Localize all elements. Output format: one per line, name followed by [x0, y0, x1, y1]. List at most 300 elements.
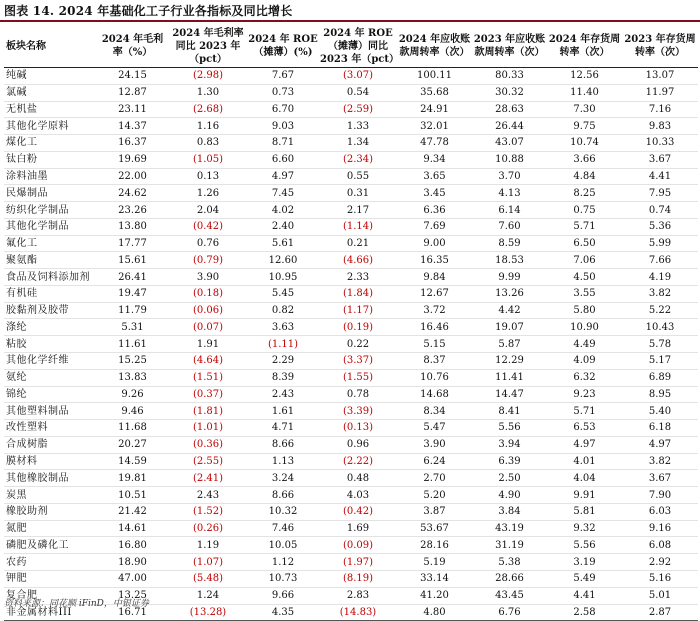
cell-roe-yoy: (8.19) — [319, 570, 397, 587]
cell-receivable-turnover-2023: 4.42 — [472, 302, 547, 319]
cell-roe-2024: 4.97 — [247, 168, 319, 185]
table-row — [4, 235, 698, 252]
cell-inventory-turnover-2024: 3.55 — [547, 285, 622, 302]
cell-roe-2024: 0.82 — [247, 302, 319, 319]
cell-sector-name: 纺织化学制品 — [4, 202, 96, 219]
cell-roe-2024: 3.24 — [247, 470, 319, 487]
table-row — [4, 252, 698, 269]
cell-roe-yoy: (2.22) — [319, 453, 397, 470]
cell-gross-margin-yoy: (0.36) — [169, 436, 247, 453]
cell-receivable-turnover-2023: 5.38 — [472, 554, 547, 571]
cell-gross-margin-2024: 12.87 — [96, 84, 169, 101]
table-header — [4, 25, 698, 68]
cell-roe-yoy: 1.69 — [319, 520, 397, 537]
cell-roe-yoy: 0.55 — [319, 168, 397, 185]
cell-roe-2024: 1.13 — [247, 453, 319, 470]
cell-gross-margin-2024: 10.51 — [96, 487, 169, 504]
cell-inventory-turnover-2023: 5.16 — [622, 570, 698, 587]
table-row — [4, 554, 698, 571]
cell-sector-name: 其他化学纤维 — [4, 353, 96, 370]
cell-gross-margin-2024: 21.42 — [96, 503, 169, 520]
cell-inventory-turnover-2024: 0.75 — [547, 202, 622, 219]
header-inventory-turnover-2024: 2024 年存货周转率（次） — [547, 25, 622, 68]
cell-sector-name: 有机硅 — [4, 285, 96, 302]
header-sector: 板块名称 — [4, 25, 96, 68]
cell-gross-margin-2024: 19.81 — [96, 470, 169, 487]
cell-receivable-turnover-2024: 7.69 — [397, 218, 472, 235]
cell-roe-2024: 6.70 — [247, 101, 319, 118]
cell-sector-name: 膜材料 — [4, 453, 96, 470]
cell-inventory-turnover-2023: 2.87 — [622, 604, 698, 621]
cell-inventory-turnover-2023: 5.17 — [622, 353, 698, 370]
cell-roe-2024: 7.45 — [247, 185, 319, 202]
header-receivable-turnover-2024: 2024 年应收账款周转率（次） — [397, 25, 472, 68]
cell-gross-margin-yoy: (2.98) — [169, 68, 247, 85]
table-row — [4, 353, 698, 370]
table-row — [4, 101, 698, 118]
table-row — [4, 285, 698, 302]
cell-sector-name: 其他化学制品 — [4, 218, 96, 235]
cell-receivable-turnover-2024: 33.14 — [397, 570, 472, 587]
cell-receivable-turnover-2023: 6.76 — [472, 604, 547, 621]
cell-receivable-turnover-2023: 3.70 — [472, 168, 547, 185]
cell-roe-2024: 3.63 — [247, 319, 319, 336]
cell-sector-name: 其他化学原料 — [4, 118, 96, 135]
cell-sector-name: 炭黑 — [4, 487, 96, 504]
cell-roe-2024: 10.73 — [247, 570, 319, 587]
cell-inventory-turnover-2023: 6.89 — [622, 369, 698, 386]
cell-gross-margin-2024: 13.80 — [96, 218, 169, 235]
cell-gross-margin-yoy: (0.26) — [169, 520, 247, 537]
cell-gross-margin-yoy: (1.52) — [169, 503, 247, 520]
cell-inventory-turnover-2023: 10.33 — [622, 135, 698, 152]
cell-inventory-turnover-2024: 9.75 — [547, 118, 622, 135]
cell-sector-name: 聚氨酯 — [4, 252, 96, 269]
cell-inventory-turnover-2023: 10.43 — [622, 319, 698, 336]
cell-roe-yoy: 0.54 — [319, 84, 397, 101]
cell-receivable-turnover-2024: 14.68 — [397, 386, 472, 403]
cell-gross-margin-2024: 15.25 — [96, 353, 169, 370]
table-row — [4, 202, 698, 219]
cell-receivable-turnover-2024: 12.67 — [397, 285, 472, 302]
cell-receivable-turnover-2023: 3.84 — [472, 503, 547, 520]
cell-inventory-turnover-2024: 4.50 — [547, 269, 622, 286]
cell-roe-2024: 7.46 — [247, 520, 319, 537]
table-row — [4, 436, 698, 453]
cell-gross-margin-2024: 26.41 — [96, 269, 169, 286]
cell-inventory-turnover-2023: 11.97 — [622, 84, 698, 101]
cell-gross-margin-yoy: 0.76 — [169, 235, 247, 252]
cell-gross-margin-yoy: (2.41) — [169, 470, 247, 487]
cell-gross-margin-yoy: 2.04 — [169, 202, 247, 219]
header-receivable-turnover-2023: 2023 年应收账款周转率（次） — [472, 25, 547, 68]
cell-gross-margin-yoy: (1.81) — [169, 403, 247, 420]
cell-receivable-turnover-2024: 41.20 — [397, 587, 472, 604]
table-row — [4, 470, 698, 487]
cell-gross-margin-yoy: (2.55) — [169, 453, 247, 470]
cell-gross-margin-2024: 19.69 — [96, 151, 169, 168]
title-rule — [0, 20, 700, 22]
cell-gross-margin-yoy: (0.07) — [169, 319, 247, 336]
table-row — [4, 369, 698, 386]
cell-sector-name: 涤纶 — [4, 319, 96, 336]
cell-gross-margin-2024: 14.37 — [96, 118, 169, 135]
cell-gross-margin-2024: 13.25 — [96, 587, 169, 604]
cell-receivable-turnover-2023: 4.90 — [472, 487, 547, 504]
table-row — [4, 269, 698, 286]
cell-receivable-turnover-2023: 19.07 — [472, 319, 547, 336]
cell-gross-margin-2024: 17.77 — [96, 235, 169, 252]
cell-inventory-turnover-2024: 6.50 — [547, 235, 622, 252]
cell-inventory-turnover-2023: 3.67 — [622, 470, 698, 487]
header-gross-margin-yoy: 2024 年毛利率同比 2023 年（pct） — [169, 25, 247, 68]
cell-roe-yoy: (1.55) — [319, 369, 397, 386]
cell-receivable-turnover-2024: 3.87 — [397, 503, 472, 520]
cell-roe-yoy: (14.83) — [319, 604, 397, 621]
cell-roe-yoy: 0.78 — [319, 386, 397, 403]
cell-receivable-turnover-2023: 2.50 — [472, 470, 547, 487]
cell-roe-yoy: 4.03 — [319, 487, 397, 504]
cell-roe-2024: 10.05 — [247, 537, 319, 554]
cell-receivable-turnover-2023: 9.99 — [472, 269, 547, 286]
table-row — [4, 503, 698, 520]
cell-gross-margin-yoy: 1.26 — [169, 185, 247, 202]
indicator-table — [4, 25, 698, 621]
table-row — [4, 135, 698, 152]
cell-receivable-turnover-2023: 28.63 — [472, 101, 547, 118]
cell-inventory-turnover-2024: 4.41 — [547, 587, 622, 604]
cell-receivable-turnover-2024: 3.90 — [397, 436, 472, 453]
cell-sector-name: 无机盐 — [4, 101, 96, 118]
cell-receivable-turnover-2024: 16.35 — [397, 252, 472, 269]
cell-gross-margin-2024: 13.83 — [96, 369, 169, 386]
table-body — [4, 68, 698, 621]
cell-receivable-turnover-2023: 5.56 — [472, 420, 547, 437]
cell-inventory-turnover-2024: 10.74 — [547, 135, 622, 152]
cell-receivable-turnover-2024: 32.01 — [397, 118, 472, 135]
cell-receivable-turnover-2023: 14.47 — [472, 386, 547, 403]
cell-inventory-turnover-2024: 5.81 — [547, 503, 622, 520]
cell-gross-margin-2024: 15.61 — [96, 252, 169, 269]
cell-sector-name: 煤化工 — [4, 135, 96, 152]
cell-roe-yoy: (3.07) — [319, 68, 397, 85]
cell-inventory-turnover-2023: 6.03 — [622, 503, 698, 520]
cell-roe-yoy: (0.42) — [319, 503, 397, 520]
cell-roe-yoy: 1.33 — [319, 118, 397, 135]
table-row — [4, 151, 698, 168]
table-row — [4, 302, 698, 319]
cell-receivable-turnover-2024: 10.76 — [397, 369, 472, 386]
cell-inventory-turnover-2023: 13.07 — [622, 68, 698, 85]
cell-inventory-turnover-2023: 2.92 — [622, 554, 698, 571]
cell-roe-2024: 4.35 — [247, 604, 319, 621]
figure-title: 图表 14. 2024 年基础化工子行业各指标及同比增长 — [4, 4, 293, 18]
cell-gross-margin-2024: 11.68 — [96, 420, 169, 437]
cell-sector-name: 磷肥及磷化工 — [4, 537, 96, 554]
cell-inventory-turnover-2024: 3.19 — [547, 554, 622, 571]
cell-gross-margin-yoy: (4.64) — [169, 353, 247, 370]
cell-roe-2024: 9.03 — [247, 118, 319, 135]
cell-roe-yoy: 2.83 — [319, 587, 397, 604]
cell-gross-margin-yoy: (5.48) — [169, 570, 247, 587]
cell-gross-margin-yoy: (0.42) — [169, 218, 247, 235]
cell-inventory-turnover-2023: 4.97 — [622, 436, 698, 453]
cell-inventory-turnover-2023: 3.82 — [622, 453, 698, 470]
cell-roe-yoy: (3.39) — [319, 403, 397, 420]
cell-sector-name: 钾肥 — [4, 570, 96, 587]
cell-roe-2024: 2.43 — [247, 386, 319, 403]
cell-inventory-turnover-2024: 11.40 — [547, 84, 622, 101]
cell-inventory-turnover-2024: 4.97 — [547, 436, 622, 453]
cell-receivable-turnover-2023: 80.33 — [472, 68, 547, 85]
cell-sector-name: 粘胶 — [4, 336, 96, 353]
cell-receivable-turnover-2023: 3.94 — [472, 436, 547, 453]
cell-receivable-turnover-2024: 6.36 — [397, 202, 472, 219]
table-row — [4, 336, 698, 353]
cell-receivable-turnover-2023: 28.66 — [472, 570, 547, 587]
cell-gross-margin-yoy: 1.30 — [169, 84, 247, 101]
cell-gross-margin-yoy: 3.90 — [169, 269, 247, 286]
table-row — [4, 68, 698, 85]
cell-roe-2024: 10.95 — [247, 269, 319, 286]
cell-receivable-turnover-2024: 5.20 — [397, 487, 472, 504]
cell-inventory-turnover-2024: 4.49 — [547, 336, 622, 353]
cell-inventory-turnover-2023: 7.95 — [622, 185, 698, 202]
cell-inventory-turnover-2024: 4.09 — [547, 353, 622, 370]
table-row — [4, 537, 698, 554]
cell-roe-yoy: 1.34 — [319, 135, 397, 152]
cell-receivable-turnover-2024: 28.16 — [397, 537, 472, 554]
table-row — [4, 168, 698, 185]
cell-roe-2024: 4.02 — [247, 202, 319, 219]
cell-receivable-turnover-2024: 53.67 — [397, 520, 472, 537]
cell-inventory-turnover-2023: 4.19 — [622, 269, 698, 286]
cell-receivable-turnover-2023: 31.19 — [472, 537, 547, 554]
cell-roe-yoy: (0.09) — [319, 537, 397, 554]
cell-sector-name: 其他橡胶制品 — [4, 470, 96, 487]
cell-inventory-turnover-2023: 6.18 — [622, 420, 698, 437]
cell-gross-margin-2024: 14.61 — [96, 520, 169, 537]
cell-gross-margin-yoy: (0.18) — [169, 285, 247, 302]
cell-roe-2024: 5.45 — [247, 285, 319, 302]
cell-roe-yoy: (0.13) — [319, 420, 397, 437]
cell-inventory-turnover-2023: 5.36 — [622, 218, 698, 235]
cell-receivable-turnover-2024: 8.34 — [397, 403, 472, 420]
cell-inventory-turnover-2024: 2.58 — [547, 604, 622, 621]
cell-gross-margin-2024: 20.27 — [96, 436, 169, 453]
cell-receivable-turnover-2023: 43.45 — [472, 587, 547, 604]
cell-inventory-turnover-2024: 4.01 — [547, 453, 622, 470]
cell-receivable-turnover-2023: 43.07 — [472, 135, 547, 152]
cell-gross-margin-2024: 9.26 — [96, 386, 169, 403]
cell-roe-yoy: (2.59) — [319, 101, 397, 118]
cell-sector-name: 合成树脂 — [4, 436, 96, 453]
cell-receivable-turnover-2024: 3.65 — [397, 168, 472, 185]
cell-receivable-turnover-2024: 5.15 — [397, 336, 472, 353]
cell-sector-name: 胶黏剂及胶带 — [4, 302, 96, 319]
cell-inventory-turnover-2023: 4.41 — [622, 168, 698, 185]
cell-roe-2024: 8.66 — [247, 436, 319, 453]
cell-roe-yoy: (1.14) — [319, 218, 397, 235]
cell-inventory-turnover-2024: 9.23 — [547, 386, 622, 403]
table-row — [4, 403, 698, 420]
cell-inventory-turnover-2024: 5.71 — [547, 403, 622, 420]
cell-inventory-turnover-2024: 5.71 — [547, 218, 622, 235]
cell-inventory-turnover-2024: 7.30 — [547, 101, 622, 118]
cell-receivable-turnover-2024: 3.72 — [397, 302, 472, 319]
cell-gross-margin-yoy: 0.13 — [169, 168, 247, 185]
cell-roe-yoy: 0.21 — [319, 235, 397, 252]
cell-gross-margin-2024: 5.31 — [96, 319, 169, 336]
cell-roe-2024: 6.60 — [247, 151, 319, 168]
cell-receivable-turnover-2023: 30.32 — [472, 84, 547, 101]
cell-sector-name: 农药 — [4, 554, 96, 571]
cell-sector-name: 复合肥 — [4, 587, 96, 604]
cell-roe-yoy: (0.19) — [319, 319, 397, 336]
cell-inventory-turnover-2023: 8.95 — [622, 386, 698, 403]
cell-inventory-turnover-2023: 9.83 — [622, 118, 698, 135]
cell-gross-margin-2024: 47.00 — [96, 570, 169, 587]
cell-gross-margin-2024: 16.37 — [96, 135, 169, 152]
cell-receivable-turnover-2023: 10.88 — [472, 151, 547, 168]
table-row — [4, 84, 698, 101]
cell-roe-yoy: (1.17) — [319, 302, 397, 319]
cell-roe-2024: 4.71 — [247, 420, 319, 437]
cell-roe-yoy: 2.17 — [319, 202, 397, 219]
cell-gross-margin-2024: 24.62 — [96, 185, 169, 202]
cell-gross-margin-2024: 11.79 — [96, 302, 169, 319]
cell-receivable-turnover-2024: 2.70 — [397, 470, 472, 487]
cell-receivable-turnover-2024: 9.34 — [397, 151, 472, 168]
table-row — [4, 487, 698, 504]
cell-receivable-turnover-2023: 12.29 — [472, 353, 547, 370]
cell-receivable-turnover-2024: 5.19 — [397, 554, 472, 571]
cell-receivable-turnover-2023: 18.53 — [472, 252, 547, 269]
cell-roe-2024: 9.66 — [247, 587, 319, 604]
cell-roe-2024: 12.60 — [247, 252, 319, 269]
cell-roe-yoy: (2.34) — [319, 151, 397, 168]
source-note: 资料来源：同花顺 iFinD，中银证券 — [4, 599, 149, 609]
header-inventory-turnover-2023: 2023 年存货周转率（次） — [622, 25, 698, 68]
header-row — [4, 25, 698, 68]
cell-roe-yoy: (1.97) — [319, 554, 397, 571]
cell-gross-margin-yoy: (1.07) — [169, 554, 247, 571]
cell-inventory-turnover-2024: 6.53 — [547, 420, 622, 437]
cell-sector-name: 氟化工 — [4, 235, 96, 252]
cell-sector-name: 氯碱 — [4, 84, 96, 101]
cell-gross-margin-2024: 9.46 — [96, 403, 169, 420]
cell-roe-2024: (1.11) — [247, 336, 319, 353]
cell-receivable-turnover-2023: 13.26 — [472, 285, 547, 302]
cell-gross-margin-yoy: 1.16 — [169, 118, 247, 135]
cell-gross-margin-2024: 18.90 — [96, 554, 169, 571]
cell-receivable-turnover-2023: 5.87 — [472, 336, 547, 353]
cell-sector-name: 钛白粉 — [4, 151, 96, 168]
cell-receivable-turnover-2024: 9.84 — [397, 269, 472, 286]
cell-gross-margin-2024: 22.00 — [96, 168, 169, 185]
cell-receivable-turnover-2023: 43.19 — [472, 520, 547, 537]
table-row — [4, 520, 698, 537]
cell-sector-name: 其他塑料制品 — [4, 403, 96, 420]
cell-roe-2024: 8.39 — [247, 369, 319, 386]
cell-receivable-turnover-2024: 47.78 — [397, 135, 472, 152]
cell-roe-yoy: (1.84) — [319, 285, 397, 302]
cell-inventory-turnover-2023: 7.16 — [622, 101, 698, 118]
cell-receivable-turnover-2023: 6.39 — [472, 453, 547, 470]
cell-roe-2024: 10.32 — [247, 503, 319, 520]
cell-inventory-turnover-2023: 5.78 — [622, 336, 698, 353]
cell-gross-margin-2024: 19.47 — [96, 285, 169, 302]
table-row — [4, 185, 698, 202]
cell-receivable-turnover-2024: 24.91 — [397, 101, 472, 118]
cell-roe-2024: 1.61 — [247, 403, 319, 420]
cell-inventory-turnover-2024: 7.06 — [547, 252, 622, 269]
cell-receivable-turnover-2023: 8.41 — [472, 403, 547, 420]
cell-gross-margin-2024: 14.59 — [96, 453, 169, 470]
cell-inventory-turnover-2023: 3.82 — [622, 285, 698, 302]
cell-gross-margin-yoy: 0.83 — [169, 135, 247, 152]
cell-inventory-turnover-2023: 9.16 — [622, 520, 698, 537]
cell-sector-name: 改性塑料 — [4, 420, 96, 437]
cell-gross-margin-2024: 24.15 — [96, 68, 169, 85]
cell-gross-margin-yoy: (2.68) — [169, 101, 247, 118]
cell-inventory-turnover-2023: 5.01 — [622, 587, 698, 604]
table-row — [4, 570, 698, 587]
cell-gross-margin-yoy: (13.28) — [169, 604, 247, 621]
cell-sector-name: 涂料油墨 — [4, 168, 96, 185]
cell-roe-yoy: 0.48 — [319, 470, 397, 487]
cell-receivable-turnover-2024: 9.00 — [397, 235, 472, 252]
cell-gross-margin-2024: 16.80 — [96, 537, 169, 554]
cell-sector-name: 橡胶助剂 — [4, 503, 96, 520]
cell-inventory-turnover-2023: 0.74 — [622, 202, 698, 219]
cell-gross-margin-yoy: (0.06) — [169, 302, 247, 319]
cell-inventory-turnover-2024: 5.56 — [547, 537, 622, 554]
cell-receivable-turnover-2024: 8.37 — [397, 353, 472, 370]
cell-inventory-turnover-2024: 8.25 — [547, 185, 622, 202]
cell-receivable-turnover-2023: 7.60 — [472, 218, 547, 235]
cell-inventory-turnover-2024: 9.91 — [547, 487, 622, 504]
cell-gross-margin-yoy: 1.19 — [169, 537, 247, 554]
header-gross-margin-2024: 2024 年毛利率（%） — [96, 25, 169, 68]
cell-gross-margin-yoy: (1.51) — [169, 369, 247, 386]
cell-roe-2024: 2.29 — [247, 353, 319, 370]
cell-inventory-turnover-2024: 3.66 — [547, 151, 622, 168]
cell-receivable-turnover-2024: 6.24 — [397, 453, 472, 470]
cell-inventory-turnover-2023: 3.67 — [622, 151, 698, 168]
cell-inventory-turnover-2023: 5.40 — [622, 403, 698, 420]
cell-receivable-turnover-2023: 8.59 — [472, 235, 547, 252]
header-roe-yoy: 2024 年 ROE（摊薄）同比 2023 年（pct） — [319, 25, 397, 68]
cell-inventory-turnover-2024: 5.80 — [547, 302, 622, 319]
cell-roe-2024: 1.12 — [247, 554, 319, 571]
cell-receivable-turnover-2024: 35.68 — [397, 84, 472, 101]
cell-gross-margin-yoy: 1.91 — [169, 336, 247, 353]
cell-receivable-turnover-2024: 100.11 — [397, 68, 472, 85]
cell-gross-margin-yoy: (1.01) — [169, 420, 247, 437]
cell-gross-margin-yoy: (0.79) — [169, 252, 247, 269]
cell-roe-yoy: (3.37) — [319, 353, 397, 370]
cell-receivable-turnover-2024: 5.47 — [397, 420, 472, 437]
table-row — [4, 118, 698, 135]
cell-roe-yoy: 2.33 — [319, 269, 397, 286]
cell-sector-name: 纯碱 — [4, 68, 96, 85]
cell-receivable-turnover-2024: 16.46 — [397, 319, 472, 336]
cell-receivable-turnover-2024: 3.45 — [397, 185, 472, 202]
cell-sector-name: 非金属材料III — [4, 604, 96, 621]
cell-sector-name: 食品及饲料添加剂 — [4, 269, 96, 286]
table-row — [4, 453, 698, 470]
